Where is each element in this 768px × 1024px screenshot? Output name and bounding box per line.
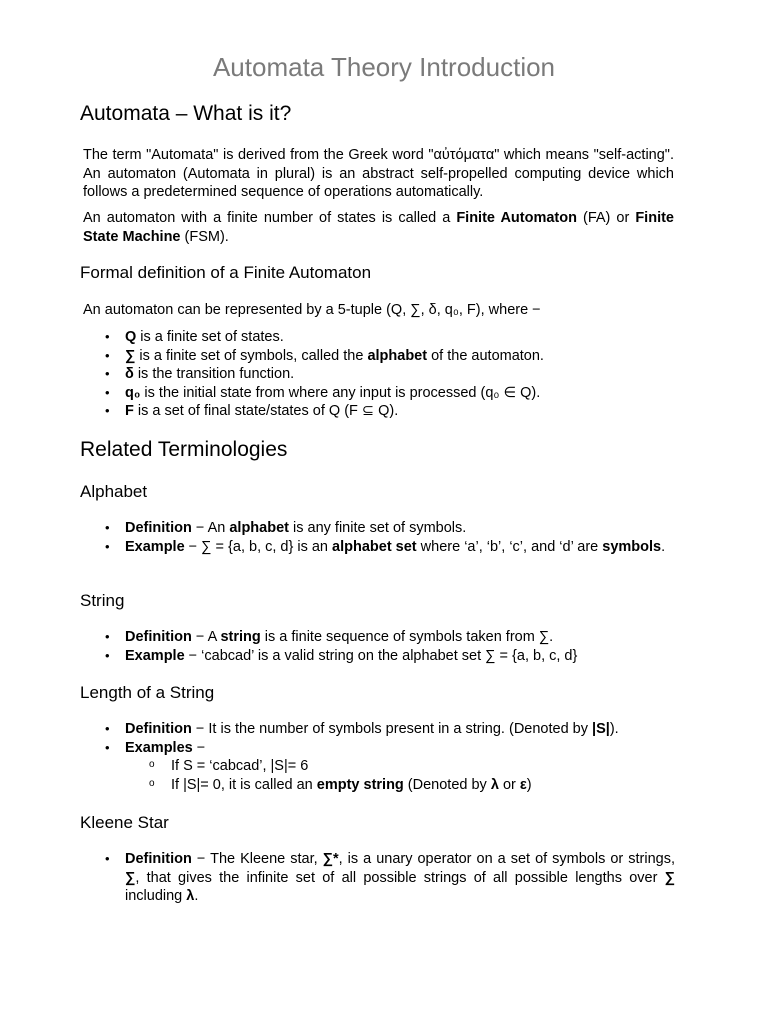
symbol: Q [125, 329, 137, 345]
label-examples: Examples [125, 739, 193, 756]
text: (FA) or [576, 210, 636, 226]
text: or [498, 776, 520, 793]
text: If |S|= 0, it is called an [171, 776, 317, 793]
symbol: δ [125, 366, 134, 382]
subheading-length: Length of a String [80, 683, 215, 702]
term: string [220, 629, 261, 645]
list-item [105, 519, 675, 538]
list-item [105, 538, 675, 557]
sub-list [125, 757, 675, 794]
sub-list-item [171, 776, 675, 795]
term-finite-automaton: Finite Automaton [456, 210, 577, 226]
label-definition: Definition [125, 520, 192, 536]
text: − ∑ = {a, b, c, d} is an [184, 538, 333, 555]
symbol: ∑ [664, 869, 675, 886]
text: , is a unary operator on a set of symbols or strings, [338, 851, 675, 867]
label-example: Example [125, 647, 185, 664]
list-item [105, 347, 675, 366]
list-item [105, 365, 675, 384]
text: An automaton with a finite number of states is called a [83, 210, 457, 226]
text: is any finite set of symbols. [288, 520, 467, 536]
alphabet-list [105, 519, 675, 556]
text: ). [609, 721, 619, 737]
symbol: ∑ [125, 347, 136, 364]
section-heading-automata: Automata – What is it? [80, 102, 292, 125]
label-example: Example [125, 538, 185, 555]
text: including [125, 888, 187, 904]
text: . [194, 888, 199, 904]
term: alphabet [229, 520, 289, 536]
text: where ‘a’, ‘b’, ‘c’, and ‘d’ are [416, 538, 603, 555]
text: ) [526, 776, 532, 793]
list-item [105, 647, 675, 666]
label-definition: Definition [125, 721, 192, 737]
text: If S = ‘cabcad’, |S|= 6 [171, 758, 309, 774]
list-item [105, 402, 675, 421]
term: empty string [316, 776, 404, 793]
list-item [105, 850, 675, 906]
symbol: ε [519, 776, 527, 793]
paragraph-automata-definition: The term "Automata" is derived from the Greek word "αὐτόματα" which means "self-acting". An automaton (Automata in plural) is an abstract self-propelled computing device which follows a predetermined sequence of operations automatically. [83, 147, 674, 200]
text: (Denoted by [403, 776, 491, 793]
text: is a finite set of states. [136, 329, 284, 345]
list-item [105, 739, 675, 795]
text: is the initial state from where any input is processed (q₀ ∈ Q). [140, 384, 541, 401]
symbol: λ [490, 776, 499, 793]
text: , that gives the infinite set of all possible strings of all possible lengths over [135, 869, 665, 886]
paragraph-finite-automaton [83, 209, 674, 246]
list-item [105, 628, 675, 647]
text: . [661, 538, 666, 555]
text: − [192, 739, 206, 756]
list-item [105, 720, 675, 739]
term: symbols [602, 538, 662, 555]
text: − An [191, 520, 230, 536]
text: of the automaton. [427, 347, 544, 364]
subheading-formal-definition: Formal definition of a Finite Automaton [80, 263, 372, 282]
text: − A [191, 629, 221, 645]
text: is a finite set of symbols, called the [135, 347, 368, 364]
text: is the transition function. [133, 366, 295, 382]
tuple-list [105, 328, 675, 421]
list-item [105, 328, 675, 347]
term: |S| [592, 721, 610, 737]
paragraph-five-tuple: An automaton can be represented by a 5-tuple (Q, ∑, δ, q₀, F), where − [83, 302, 541, 318]
string-list [105, 628, 675, 665]
text: is a finite sequence of symbols taken from ∑. [260, 629, 554, 645]
length-list [105, 720, 675, 794]
text: − ‘cabcad’ is a valid string on the alphabet set ∑ = {a, b, c, d} [184, 647, 578, 664]
symbol: q₀ [125, 384, 141, 401]
symbol: F [125, 403, 134, 419]
text: − It is the number of symbols present in a string. (Denoted by [191, 721, 593, 737]
subheading-alphabet: Alphabet [80, 482, 148, 501]
subheading-kleene-star: Kleene Star [80, 813, 169, 832]
kleene-list [105, 850, 675, 906]
subheading-string: String [80, 591, 125, 610]
list-item [105, 384, 675, 403]
symbol: ∑ [125, 869, 136, 886]
text: − The Kleene star, [191, 851, 323, 867]
term-alphabet: alphabet [367, 347, 428, 364]
symbol: λ [186, 888, 195, 904]
term-finite-state-machine: Finite State Machine [83, 210, 674, 245]
text: is a set of final state/states of Q (F ⊆ Q). [133, 403, 399, 419]
text: (FSM). [180, 228, 229, 245]
term: alphabet set [332, 538, 417, 555]
section-heading-related: Related Terminologies [80, 438, 288, 461]
symbol: ∑* [322, 851, 339, 867]
page-title: Automata Theory Introduction [212, 52, 556, 82]
label-definition: Definition [125, 629, 192, 645]
sub-list-item [171, 757, 675, 776]
label-definition: Definition [125, 851, 192, 867]
